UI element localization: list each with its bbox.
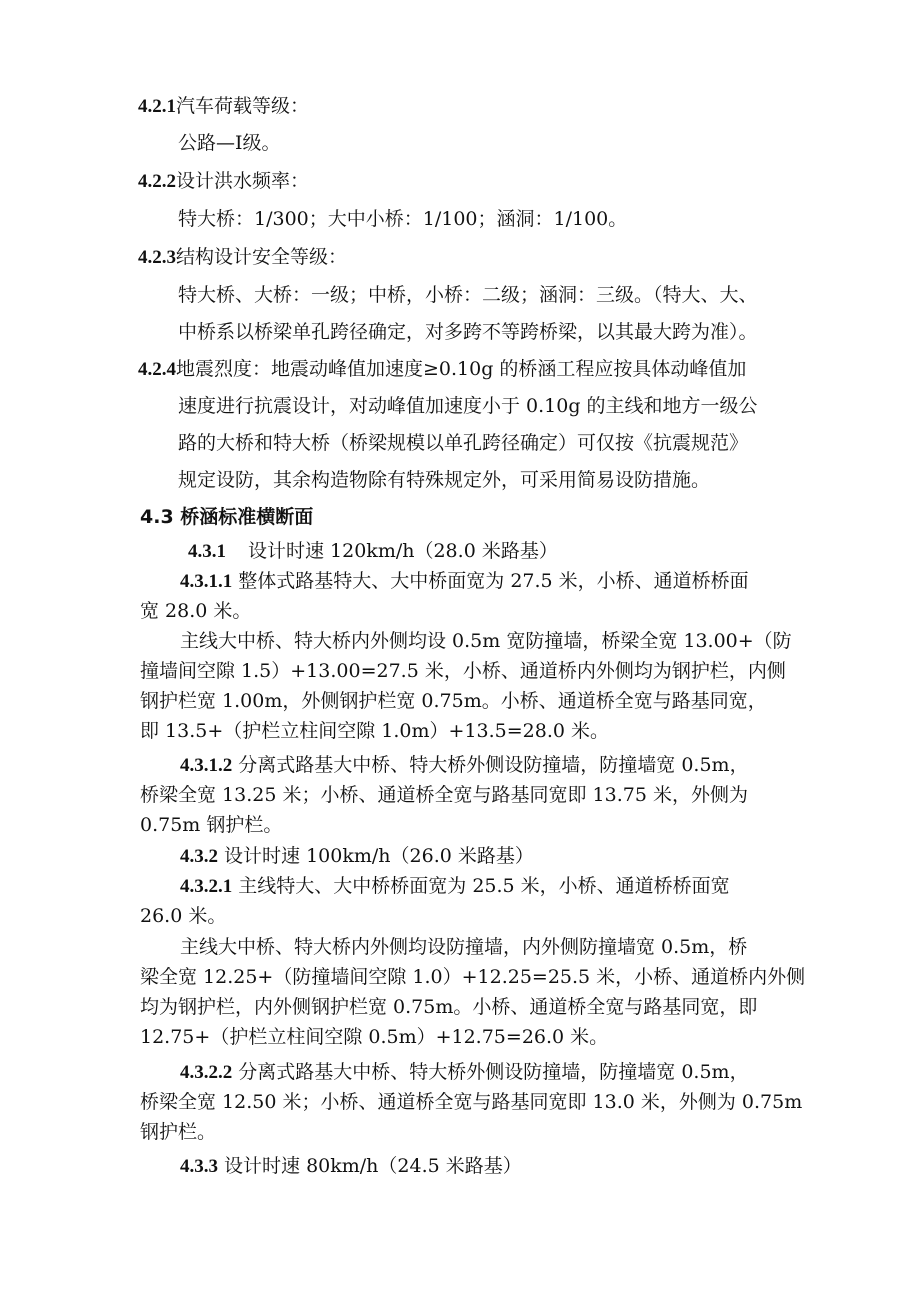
- heading-4-3-1-2: 4.3.1.2 分离式路基大中桥、特大桥外侧设防撞墙，防撞墙宽 0.5m，: [180, 754, 749, 776]
- para-4-3-2-1-b-line: 主线大中桥、特大桥内外侧均设防撞墙，内外侧防撞墙宽 0.5m，桥: [180, 936, 748, 958]
- heading-4-3-1: 4.3.1 设计时速 120km/h（28.0 米路基）: [188, 540, 558, 562]
- para-4-3-2-1-b-line: 梁全宽 12.25+（防撞墙间空隙 1.0）+12.25=25.5 米，小桥、通道桥内外侧: [140, 966, 806, 988]
- body-4-2-4-line: 路的大桥和特大桥（桥梁规模以单孔跨径确定）可仅按《抗震规范》: [178, 432, 749, 454]
- para-4-3-2-1-b-line: 12.75+（护栏立柱间空隙 0.5m）+12.75=26.0 米。: [140, 1026, 609, 1048]
- heading-4-3-1-1: 4.3.1.1 整体式路基特大、大中桥面宽为 27.5 米，小桥、通道桥桥面: [180, 570, 749, 592]
- para-4-3-1-1-b-line: 即 13.5+（护栏立柱间空隙 1.0m）+13.5=28.0 米。: [140, 720, 610, 742]
- heading-4-3-3: 4.3.3 设计时速 80km/h（24.5 米路基）: [180, 1155, 522, 1177]
- body-4-3-1-1-line: 宽 28.0 米。: [140, 600, 252, 622]
- para-4-3-1-1-b-line: 主线大中桥、特大桥内外侧均设 0.5m 宽防撞墙，桥梁全宽 13.00+（防: [180, 630, 792, 652]
- body-4-2-4-line: 规定设防，其余构造物除有特殊规定外，可采用简易设防措施。: [178, 469, 711, 491]
- body-4-3-1-2-line: 桥梁全宽 13.25 米；小桥、通道桥全宽与路基同宽即 13.75 米，外侧为: [140, 784, 748, 806]
- para-4-3-2-1-b-line: 均为钢护栏，内外侧钢护栏宽 0.75m。小桥、通道桥全宽与路基同宽，即: [140, 996, 758, 1018]
- heading-4-2-3: 4.2.3结构设计安全等级：: [138, 246, 348, 268]
- heading-4-2-2: 4.2.2设计洪水频率：: [138, 170, 310, 192]
- heading-4-3-2-2: 4.3.2.2 分离式路基大中桥、特大桥外侧设防撞墙，防撞墙宽 0.5m，: [180, 1061, 749, 1083]
- body-4-3-2-2-line: 桥梁全宽 12.50 米；小桥、通道桥全宽与路基同宽即 13.0 米，外侧为 0.75m: [140, 1091, 803, 1113]
- heading-4-2-1: 4.2.1汽车荷载等级：: [138, 95, 310, 117]
- body-4-2-3-line: 中桥系以桥梁单孔跨径确定，对多跨不等跨桥梁，以其最大跨为准）。: [178, 321, 758, 343]
- body-4-2-2: 特大桥：1/300；大中小桥：1/100；涵洞：1/100。: [178, 208, 628, 230]
- body-4-2-3-line: 特大桥、大桥：一级；中桥，小桥：二级；涵洞：三级。（特大、大、: [178, 284, 758, 306]
- body-4-3-2-2-line: 钢护栏。: [140, 1121, 217, 1143]
- heading-4-2-4: 4.2.4地震烈度：地震动峰值加速度≥0.10g 的桥涵工程应按具体动峰值加: [138, 358, 747, 380]
- body-4-3-1-2-line: 0.75m 钢护栏。: [140, 814, 283, 836]
- body-4-3-2-1-line: 26.0 米。: [140, 905, 227, 927]
- heading-4-3-2: 4.3.2 设计时速 100km/h（26.0 米路基）: [180, 845, 534, 867]
- heading-4-3-2-1: 4.3.2.1 主线特大、大中桥桥面宽为 25.5 米，小桥、通道桥桥面宽: [180, 875, 730, 897]
- body-4-2-1: 公路—Ⅰ级。: [178, 132, 281, 154]
- body-4-2-4-line: 速度进行抗震设计，对动峰值加速度小于 0.10g 的主线和地方一级公: [178, 395, 758, 417]
- para-4-3-1-1-b-line: 钢护栏宽 1.00m，外侧钢护栏宽 0.75m。小桥、通道桥全宽与路基同宽，: [140, 690, 767, 712]
- section-title-4-3: 4.3 桥涵标准横断面: [140, 506, 314, 528]
- para-4-3-1-1-b-line: 撞墙间空隙 1.5）+13.00=27.5 米，小桥、通道桥内外侧均为钢护栏，内侧: [140, 660, 786, 682]
